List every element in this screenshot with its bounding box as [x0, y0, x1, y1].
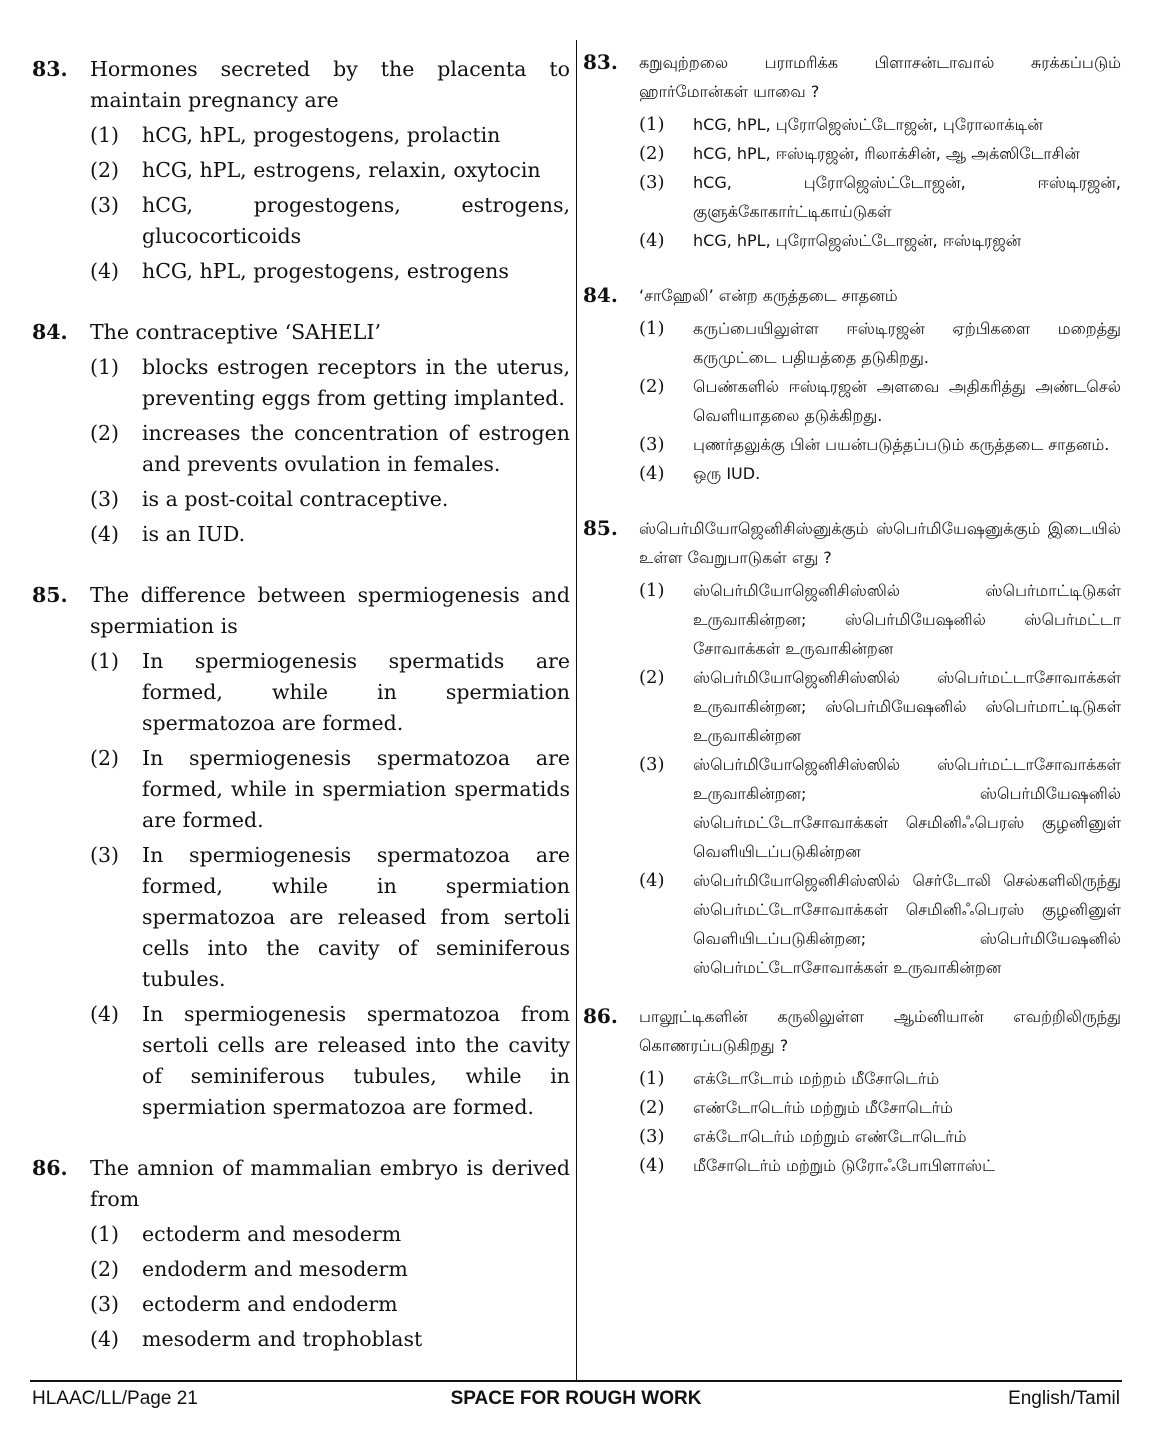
option-text: hCG, hPL, புரோஜெஸ்ட்டோஜன், புரோலாக்டின் [693, 115, 1043, 134]
answer-option [90, 1254, 570, 1285]
option-number: (1) [90, 1222, 120, 1246]
answer-option [639, 1151, 1121, 1180]
option-text: endoderm and mesoderm [142, 1257, 408, 1281]
answer-option [90, 1219, 570, 1250]
answer-option [90, 519, 570, 550]
option-number: (4) [639, 1155, 665, 1176]
question-text: பாலூட்டிகளின் கருலிலுள்ள ஆம்னியான் எவற்றிலிருந்து கொணரப்படுகிறது ? [639, 1007, 1121, 1055]
option-text: எண்டோடெர்ம் மற்றும் மீசோடெர்ம் [693, 1098, 953, 1117]
answer-option [639, 663, 1121, 750]
answer-option [90, 418, 570, 480]
option-text: In spermiogenesis spermatozoa from sertoli cells are released into the cavity of seminiferous tubules, while in spermiation spermatozoa are formed. [142, 1002, 570, 1119]
answer-option [639, 1122, 1121, 1151]
answer-option [639, 314, 1121, 372]
answer-option [639, 576, 1121, 663]
answer-option [90, 743, 570, 836]
option-text: ectoderm and endoderm [142, 1292, 398, 1316]
english-column [32, 40, 570, 1355]
answer-option [90, 155, 570, 186]
option-number: (3) [639, 434, 665, 455]
answer-option [639, 139, 1121, 168]
question-text: The amnion of mammalian embryo is derived from [90, 1156, 570, 1211]
option-number: (2) [639, 1097, 665, 1118]
answer-option [90, 352, 570, 414]
answer-option [90, 999, 570, 1123]
option-text: ectoderm and mesoderm [142, 1222, 402, 1246]
answer-option [90, 1324, 570, 1355]
option-number: (2) [639, 376, 665, 397]
answer-option [639, 1093, 1121, 1122]
option-text: எக்டோடெர்ம் மற்றும் எண்டோடெர்ம் [693, 1127, 967, 1146]
option-text: is a post-coital contraceptive. [142, 487, 449, 511]
option-text: கருப்பையிலுள்ள ஈஸ்டிரஜன் ஏற்பிகளை மறைத்து கருமுட்டை பதியத்தை தடுகிறது. [693, 319, 1121, 367]
option-number: (2) [639, 143, 665, 164]
option-text: hCG, hPL, progestogens, prolactin [142, 123, 501, 147]
question-number: 85. [32, 583, 68, 607]
option-number: (4) [90, 259, 120, 283]
option-number: (3) [90, 843, 120, 867]
footer-rule [30, 1380, 1122, 1382]
question-number: 85. [583, 516, 618, 540]
option-text: ஸ்பெர்மியோஜெனிசிஸ்ஸில் செர்டோலி செல்களிலிருந்து ஸ்பெர்மட்டோசோவாக்கள் செமினிஃபெரஸ் குழனினுள் வெளியிடப்படுகின்றன; ஸ்பெர்மியேஷனில் ஸ்பெர்மட்டோசோவாக்கள் உருவாகின்றன [693, 871, 1121, 977]
column-divider [576, 40, 577, 1380]
option-number: (4) [639, 463, 665, 484]
option-number: (4) [90, 1002, 120, 1026]
question [32, 1153, 570, 1355]
option-text: In spermiogenesis spermatozoa are formed, while in spermiation spermatozoa are released from sertoli cells into the cavity of seminiferous tubules. [142, 843, 570, 991]
option-number: (3) [90, 193, 120, 217]
answer-option [90, 646, 570, 739]
option-number: (4) [90, 1327, 120, 1351]
answer-option [639, 372, 1121, 430]
option-number: (3) [90, 487, 120, 511]
question-text: ஸ்பெர்மியோஜெனிசிஸ்னுக்கும் ஸ்பெர்மியேஷனுக்கும் இடையில் உள்ள வேறுபாடுகள் எது ? [639, 519, 1121, 567]
question [32, 580, 570, 1123]
question-number: 83. [32, 57, 68, 81]
answer-option [639, 750, 1121, 866]
question [32, 54, 570, 287]
answer-option [639, 110, 1121, 139]
option-text: hCG, hPL, progestogens, estrogens [142, 259, 509, 283]
option-text: பெண்களில் ஈஸ்டிரஜன் அளவை அதிகரித்து அண்டசெல் வெளியாதலை தடுக்கிறது. [693, 377, 1121, 425]
answer-option [639, 168, 1121, 226]
option-number: (2) [90, 421, 120, 445]
answer-option [90, 256, 570, 287]
question-text: கறுவுற்றலை பராமரிக்க பிளாசன்டாவால் சுரக்கப்படும் ஹார்மோன்கள் யாவை ? [639, 53, 1121, 101]
answer-option [639, 226, 1121, 255]
tamil-column [583, 40, 1121, 1180]
option-text: hCG, progestogens, estrogens, glucocorticoids [142, 193, 570, 248]
answer-option [639, 1064, 1121, 1093]
option-number: (1) [639, 580, 665, 601]
option-number: (4) [639, 870, 665, 891]
option-text: blocks estrogen receptors in the uterus, preventing eggs from getting implanted. [142, 355, 570, 410]
option-number: (3) [639, 1126, 665, 1147]
option-number: (1) [639, 114, 665, 135]
answer-option [639, 459, 1121, 488]
option-text: புணர்தலுக்கு பின் பயன்படுத்தப்படும் கருத்தடை சாதனம். [693, 435, 1110, 454]
option-text: is an IUD. [142, 522, 246, 546]
option-number: (2) [90, 1257, 120, 1281]
option-text: In spermiogenesis spermatozoa are formed, while in spermiation spermatids are formed. [142, 746, 570, 832]
option-text: increases the concentration of estrogen and prevents ovulation in females. [142, 421, 570, 476]
question [583, 48, 1121, 255]
option-number: (2) [90, 746, 120, 770]
question-text: The contraceptive ‘SAHELI’ [90, 320, 382, 344]
option-text: மீசோடெர்ம் மற்றும் டுரோஃபோபிளாஸ்ட் [693, 1156, 995, 1175]
answer-option [90, 120, 570, 151]
option-text: ஸ்பெர்மியோஜெனிசிஸ்ஸில் ஸ்பெர்மட்டாசோவாக்கள் உருவாகின்றன; ஸ்பெர்மியேஷனில் ஸ்பெர்மாட்டிடுகள் உருவாகின்றன [693, 668, 1121, 745]
option-number: (1) [90, 123, 120, 147]
question-text: ‘சாஹேலி’ என்ற கருத்தடை சாதனம் [639, 286, 898, 305]
option-text: ஒரு IUD. [693, 464, 761, 483]
option-number: (1) [639, 318, 665, 339]
answer-option [90, 840, 570, 995]
question-text: Hormones secreted by the placenta to maintain pregnancy are [90, 57, 570, 112]
question-text: The difference between spermiogenesis and spermiation is [90, 583, 570, 638]
option-text: hCG, hPL, ஈஸ்டிரஜன், ரிலாக்சின், ஆ அக்ஸிடோசின் [693, 144, 1080, 163]
rough-work-label: SPACE FOR ROUGH WORK [450, 1388, 702, 1409]
answer-option [639, 866, 1121, 982]
option-number: (1) [90, 355, 120, 379]
option-text: hCG, hPL, புரோஜெஸ்ட்டோஜன், ஈஸ்டிரஜன் [693, 231, 1022, 250]
option-text: hCG, hPL, estrogens, relaxin, oxytocin [142, 158, 541, 182]
answer-option [90, 484, 570, 515]
question-number: 86. [583, 1004, 618, 1028]
option-text: எக்டோடோம் மற்றம் மீசோடெர்ம் [693, 1069, 940, 1088]
option-text: ஸ்பெர்மியோஜெனிசிஸ்ஸில் ஸ்பெர்மாட்டிடுகள் உருவாகின்றன; ஸ்பெர்மியேஷனில் ஸ்பெர்மட்டா சோவாக்கள் உருவாகின்றன [693, 581, 1121, 658]
option-number: (1) [639, 1068, 665, 1089]
question [583, 514, 1121, 982]
option-text: In spermiogenesis spermatids are formed, while in spermiation spermatozoa are formed. [142, 649, 570, 735]
question [583, 281, 1121, 488]
option-number: (3) [90, 1292, 120, 1316]
question-number: 86. [32, 1156, 68, 1180]
option-number: (3) [639, 754, 665, 775]
question-number: 84. [583, 283, 618, 307]
option-text: hCG, புரோஜெஸ்ட்டோஜன், ஈஸ்டிரஜன், குளுக்கோகார்ட்டிகாய்டுகள் [693, 173, 1121, 221]
answer-option [639, 430, 1121, 459]
answer-option [90, 190, 570, 252]
option-number: (1) [90, 649, 120, 673]
option-text: ஸ்பெர்மியோஜெனிசிஸ்ஸில் ஸ்பெர்மட்டாசோவாக்கள் உருவாகின்றன; ஸ்பெர்மியேஷனில் ஸ்பெர்மட்டோசோவாக்கள் செமினிஃபெரஸ் குழனினுள் வெளியிடப்படுகின்றன [693, 755, 1121, 861]
question-number: 84. [32, 320, 68, 344]
option-number: (4) [639, 230, 665, 251]
option-number: (2) [639, 667, 665, 688]
answer-option [90, 1289, 570, 1320]
question [32, 317, 570, 550]
page-code: HLAAC/LL/Page 21 [32, 1388, 198, 1409]
option-number: (4) [90, 522, 120, 546]
option-text: mesoderm and trophoblast [142, 1327, 423, 1351]
option-number: (2) [90, 158, 120, 182]
question-number: 83. [583, 50, 618, 74]
option-number: (3) [639, 172, 665, 193]
question [583, 1002, 1121, 1180]
language-label: English/Tamil [1008, 1388, 1120, 1409]
